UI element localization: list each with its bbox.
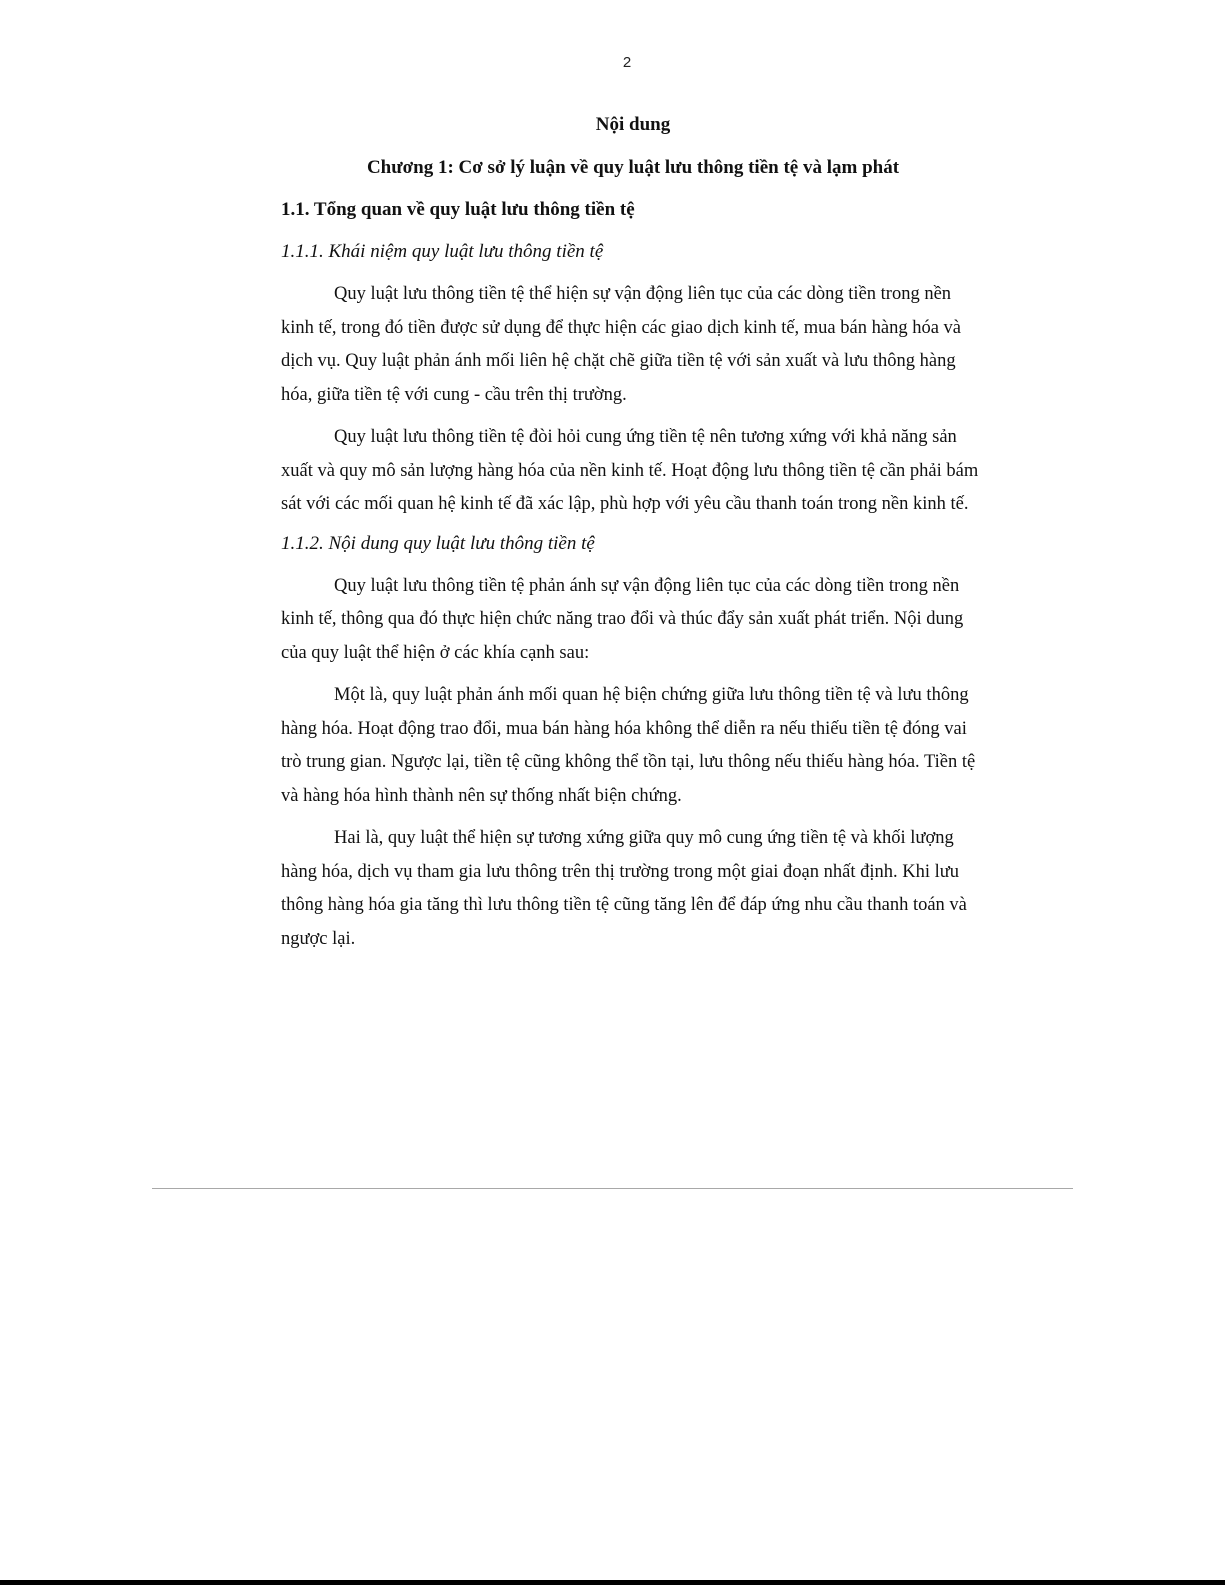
chapter-title: Chương 1: Cơ sở lý luận về quy luật lưu thông tiền tệ và lạm phát bbox=[366, 157, 900, 178]
body-paragraph: Một là, quy luật phản ánh mối quan hệ biện chứng giữa lưu thông tiền tệ và lưu thông hàng hóa. Hoạt động trao đổi, mua bán hàng hóa không thể diễn ra nếu thiếu tiền tệ đóng vai trò trung gian. Ngược lại, tiền tệ cũng không thể tồn tại, lưu thông nếu thiếu hàng hóa. Tiền tệ và hàng hóa hình thành nên sự thống nhất biện chứng. bbox=[281, 685, 976, 806]
body-paragraph: Quy luật lưu thông tiền tệ phản ánh sự vận động liên tục của các dòng tiền trong nền kinh tế, thông qua đó thực hiện chức năng trao đổi và thúc đẩy sản xuất phát triển. Nội dung của quy luật thể hiện ở các khía cạnh sau: bbox=[281, 575, 964, 663]
document-title: Nội dung bbox=[595, 114, 671, 135]
body-paragraph: Hai là, quy luật thể hiện sự tương xứng giữa quy mô cung ứng tiền tệ và khối lượng hàng hóa, dịch vụ tham gia lưu thông trên thị trường trong một giai đoạn nhất định. Khi lưu thông hàng hóa gia tăng thì lưu thông tiền tệ cũng tăng lên để đáp ứng nhu cầu thanh toán và ngược lại. bbox=[281, 828, 967, 949]
body-paragraph: Quy luật lưu thông tiền tệ thể hiện sự vận động liên tục của các dòng tiền trong nền kinh tế, trong đó tiền được sử dụng để thực hiện các giao dịch kinh tế, mua bán hàng hóa và dịch vụ. Quy luật phản ánh mối liên hệ chặt chẽ giữa tiền tệ với sản xuất và lưu thông hàng hóa, giữa tiền tệ với cung - cầu trên thị trường. bbox=[281, 284, 961, 405]
page-break-divider bbox=[152, 1188, 1073, 1189]
section-heading: 1.1. Tổng quan về quy luật lưu thông tiền tệ bbox=[281, 199, 635, 220]
subsection-heading: 1.1.1. Khái niệm quy luật lưu thông tiền tệ bbox=[281, 241, 604, 262]
document-body bbox=[281, 112, 985, 965]
body-paragraph: Quy luật lưu thông tiền tệ đòi hỏi cung ứng tiền tệ nên tương xứng với khả năng sản xuất và quy mô sản lượng hàng hóa của nền kinh tế. Hoạt động lưu thông tiền tệ cần phải bám sát với các mối quan hệ kinh tế đã xác lập, phù hợp với yêu cầu thanh toán trong nền kinh tế. bbox=[281, 427, 979, 514]
page-number: 2 bbox=[622, 54, 632, 71]
subsection-heading: 1.1.2. Nội dung quy luật lưu thông tiền tệ bbox=[281, 532, 595, 554]
bottom-edge-divider bbox=[0, 1580, 1225, 1585]
